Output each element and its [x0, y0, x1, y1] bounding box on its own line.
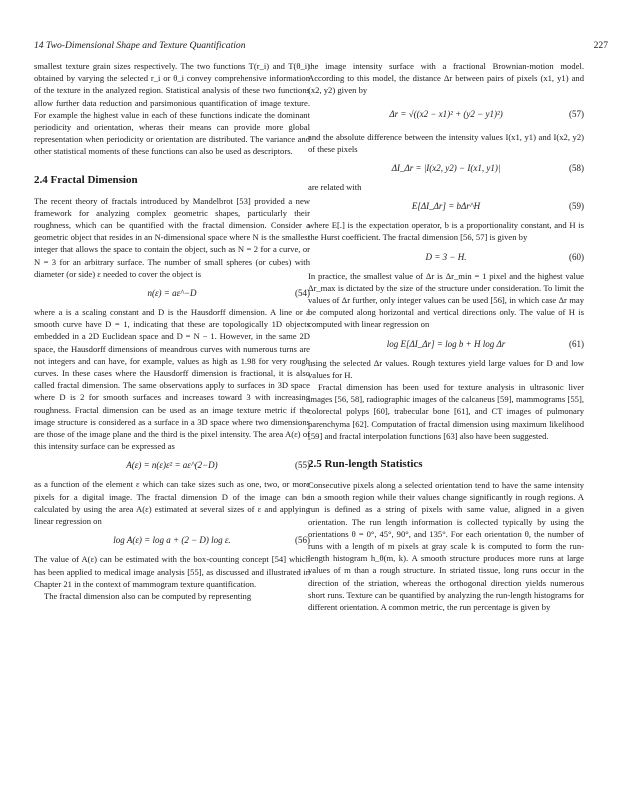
equation-59 [308, 199, 584, 213]
equation-body: ΔI_Δr = |I(x2, y2) − I(x1, y1)| [391, 162, 501, 173]
paragraph: Fractal dimension has been used for texture analysis in ultrasonic liver images [56, 58], radiographic images of the calcaneus [59], mammograms [55], colorectal polyps [60], trabecular bone [61], and CT images of pulmonary parenchyma [62]. Computation of fractal dimension using maximum likelihood [59] and fractal interpolation functions [63] also have been suggested. [308, 382, 584, 441]
equation-61 [308, 337, 584, 351]
equation-number: (61) [569, 338, 584, 349]
paragraph: The fractal dimension also can be computed by representing [44, 590, 252, 601]
equation-number: (59) [569, 201, 584, 212]
paragraph: Consecutive pixels along a selected orientation tend to have the same intensity in a smooth region while their values change significantly in rough regions. A run is defined as a string of pixels with same value, aligned in a given orientation. The run length information is collected typically by using the orientations θ = 0°, 45°, 90°, and 135°. For each orientation θ, the number of runs with a length of m pixels at gray scale k is computed to form the run-length histogram h_θ(m, k). A smooth structure produces more runs at large values of m than a rough structure. In striated tissue, long runs occur in the direction of the striation, whereas the orthogonal direction yields numerous short runs. Texture can be quantified by analyzing the run-length histograms for different orientation. A common metric, the run percentage is given by [308, 480, 584, 613]
equation-body: E[ΔI_Δr] = bΔr^H [411, 201, 481, 212]
paragraph: where E[.] is the expectation operator, b is a proportionality constant, and H is the Hurst coefficient. The fractal dimension [56, 57] is given by [308, 220, 584, 243]
equation-number: (60) [569, 251, 584, 262]
page-number: 227 [593, 40, 608, 51]
paragraph: where a is a scaling constant and D is the Hausdorff dimension. A line or a smooth curve have D = 1, indicating that these are topologically 1D objects embedded in a 2D Euclidean space and D = N − 1. However, in the same 2D space, the Hausdorff dimensions of meandrous curves with numerous turns are not integers and can have, for example, values as high as 1.98 for very rough curves. In these cases where the Hausdorff dimension is fractional, it is also called fractal dimension. The same observations apply to surfaces in 3D space where D is 2 for smooth surfaces and increases toward 3 with increasing roughness. Fractal dimension can be used as an image texture metric if the image structure is considered as a surface in a 3D space where two dimensions are those of the image plane and the third is the pixel intensity. The area A(ε) of this intensity surface can be expressed as [34, 307, 310, 452]
equation-60 [308, 250, 584, 264]
paragraph: using the selected Δr values. Rough textures yield large values for D and low values for H. [308, 357, 584, 380]
equation-body: A(ε) = n(ε)ε² = aε^(2−D) [126, 460, 218, 471]
equation-55 [34, 458, 310, 472]
equation-56 [34, 533, 310, 547]
equation-number: (58) [569, 162, 584, 173]
right-column [308, 60, 584, 613]
equation-58 [308, 161, 584, 175]
equation-body: D = 3 − H. [425, 251, 467, 262]
paragraph: smallest texture grain sizes respectively. The two functions T(r_i) and T(θ_i) obtained by varying the selected r_i or θ_i convey comprehensive information of the texture in the analyzed region. Statistical analysis of these two functions allow further data reduction and parsimonious quantification of image texture. For example the highest value in each of these functions indicate the dominant periodicity and orientation, wheras their means can provide more global representation when periodicity or orientation are distributed. The variance and other statistical moments of these functions can also be used as descriptors. [34, 61, 310, 157]
page-header [34, 40, 608, 54]
section-title: 2.4 Fractal Dimension [34, 173, 138, 186]
running-title: 14 Two-Dimensional Shape and Texture Quantification [34, 40, 246, 51]
equation-number: (57) [569, 108, 584, 119]
left-column [34, 60, 310, 602]
paragraph: and the absolute difference between the intensity values I(x1, y1) and I(x2, y2) of these pixels [308, 131, 584, 154]
equation-number: (56) [295, 535, 310, 546]
equation-54 [34, 286, 310, 300]
equation-body: log A(ε) = log a + (2 − D) log ε. [113, 535, 231, 546]
paragraph: In practice, the smallest value of Δr is Δr_min = 1 pixel and the highest value Δr_max is dictated by the size of the structure under consideration. To limit the values of Δr further, only integer values can be used [56], in which case Δr may be computed along horizontal and vertical directions only. The value of H is computed with linear regression on [308, 270, 584, 330]
equation-57 [308, 103, 584, 125]
paragraph: The recent theory of fractals introduced by Mandelbrot [53] provided a new framework for analyzing complex geometric shapes, particularly their roughness, which can be quantified with the fractal dimension. Consider a geometric object that resides in an N-dimensional space where N is the smallest integer that allows the space to contain the object, such as N = 2 for a curve, or N = 3 for an arbitrary surface. The number of small spheres (or cubes) with diameter (or side) ε needed to cover the object is [34, 195, 310, 279]
paragraph: as a function of the element ε which can take sizes such as one, two, or more pixels for a digital image. The fractal dimension D of the image can be calculated by using the area A(ε) estimated at several sizes of ε and applying linear regression on [34, 479, 310, 527]
section-title: 2.5 Run-length Statistics [308, 458, 423, 471]
equation-body: Δr = √((x2 − x1)² + (y2 − y1)²) [389, 108, 503, 119]
equation-number: (55) [295, 460, 310, 471]
equation-body: log E[ΔI_Δr] = log b + H log Δr [386, 338, 506, 349]
paragraph: are related with [308, 182, 362, 193]
equation-number: (54) [295, 287, 310, 298]
paragraph: The value of A(ε) can be estimated with the box-counting concept [54] which has been applied to medical image analysis [55], as discussed and illustrated in Chapter 21 in the context of mammogram texture quantification. [34, 554, 310, 589]
equation-body: n(ε) = aε^−D [147, 287, 197, 298]
paragraph: the image intensity surface with a fractional Brownian-motion model. According to this model, the distance Δr between pairs of pixels (x1, y1) and (x2, y2) given by [308, 61, 584, 96]
